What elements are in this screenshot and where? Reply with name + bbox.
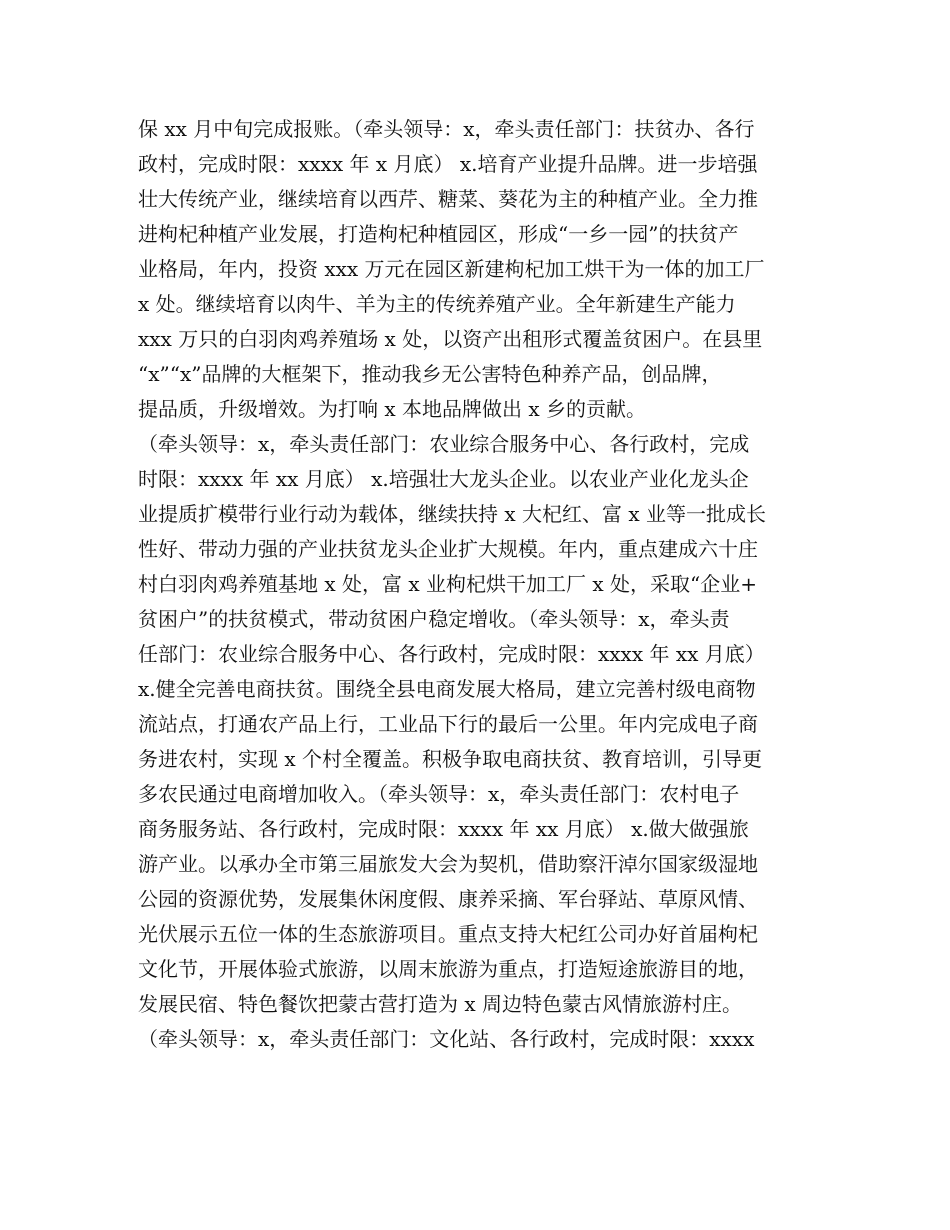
- text-line: 业格局，年内，投资 xxx 万元在园区新建枸杞加工烘干为一体的加工厂: [138, 257, 765, 281]
- document-body-text: [138, 112, 828, 1057]
- text-line: 贫困户”的扶贫模式，带动贫困户稳定增收。（牵头领导：x，牵头责: [138, 607, 730, 631]
- text-line: 性好、带动力强的产业扶贫龙头企业扩大规模。年内，重点建成六十庄: [138, 537, 758, 561]
- text-line: x 处。继续培育以肉牛、羊为主的传统养殖产业。全年新建生产能力: [138, 292, 736, 316]
- text-line: 文化节，开展体验式旅游，以周末旅游为重点，打造短途旅游目的地，: [138, 957, 758, 981]
- text-line: 保 xx 月中旬完成报账。（牵头领导：x，牵头责任部门：扶贫办、各行: [138, 117, 755, 141]
- text-line: 商务服务站、各行政村，完成时限：xxxx 年 xx 月底） x.做大做强旅: [138, 817, 749, 841]
- text-line: 政村，完成时限：xxxx 年 x 月底） x.培育产业提升品牌。进一步培强: [138, 152, 758, 176]
- text-line: （牵头领导：x，牵头责任部门：文化站、各行政村，完成时限：xxxx: [138, 1027, 755, 1051]
- text-line: 发展民宿、特色餐饮把蒙古营打造为 x 周边特色蒙古风情旅游村庄。: [138, 992, 742, 1016]
- text-line: 流站点，打通农产品上行，工业品下行的最后一公里。年内完成电子商: [138, 712, 758, 736]
- text-line: 壮大传统产业，继续培育以西芹、糖菜、葵花为主的种植产业。全力推: [138, 187, 758, 211]
- text-line: 任部门：农业综合服务中心、各行政村，完成时限：xxxx 年 xx 月底）: [138, 642, 765, 666]
- text-line: 村白羽肉鸡养殖基地 x 处，富 x 业枸杞烘干加工厂 x 处，采取“企业+: [138, 572, 757, 596]
- text-line: 游产业。以承办全市第三届旅发大会为契机，借助察汗淖尔国家级湿地: [138, 852, 758, 876]
- text-line: 提品质，升级增效。为打响 x 本地品牌做出 x 乡的贡献。: [138, 397, 646, 421]
- text-line: 多农民通过电商增加收入。（牵头领导：x，牵头责任部门：农村电子: [138, 782, 740, 806]
- text-line: 业提质扩模带行业行动为载体，继续扶持 x 大杞红、富 x 业等一批成长: [138, 502, 766, 526]
- text-line: “x”“x”品牌的大框架下，推动我乡无公害特色种养产品，创品牌，: [138, 362, 722, 386]
- text-line: x.健全完善电商扶贫。围绕全县电商发展大格局，建立完善村级电商物: [138, 677, 756, 701]
- text-line: 进枸杞种植产业发展，打造枸杞种植园区，形成“一乡一园”的扶贫产: [138, 222, 739, 246]
- text-line: 光伏展示五位一体的生态旅游项目。重点支持大杞红公司办好首届枸杞: [138, 922, 758, 946]
- text-line: 时限：xxxx 年 xx 月底） x.培强壮大龙头企业。以农业产业化龙头企: [138, 467, 749, 491]
- text-line: （牵头领导：x，牵头责任部门：农业综合服务中心、各行政村，完成: [138, 432, 750, 456]
- text-line: 公园的资源优势，发展集休闲度假、康养采摘、军台驿站、草原风情、: [138, 887, 758, 911]
- text-line: 务进农村，实现 x 个村全覆盖。积极争取电商扶贫、教育培训，引导更: [138, 747, 762, 771]
- text-line: xxx 万只的白羽肉鸡养殖场 x 处，以资产出租形式覆盖贫困户。在县里: [138, 327, 763, 351]
